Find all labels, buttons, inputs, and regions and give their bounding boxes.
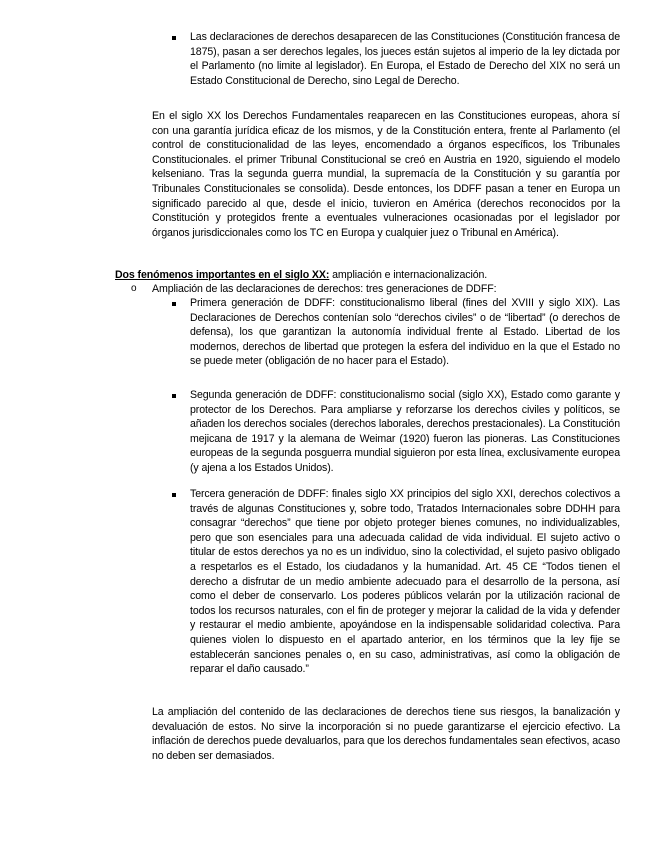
paragraph-final bbox=[152, 705, 620, 763]
square-bullet-icon bbox=[172, 394, 176, 398]
sub-item-text: Ampliación de las declaraciones de derechos: tres generaciones de DDFF: bbox=[152, 283, 497, 295]
section-heading-rest: ampliación e internacionalización. bbox=[329, 269, 488, 281]
paragraph-final-text: La ampliación del contenido de las declaraciones de derechos tiene sus riesgos, la banalización y devaluación de estos. No sirve la incorporación si no puede garantizarse el ejercicio efectivo. La inflación de derechos puede devaluarlos, para que los derechos fundamentales sean efectivos, acaso no deben ser demasiados. bbox=[152, 706, 620, 762]
generation-item-2 bbox=[190, 388, 620, 476]
square-bullet-icon bbox=[172, 36, 176, 40]
bullet-top-text: Las declaraciones de derechos desaparecen de las Constituciones (Constitución francesa de 1875), pasan a ser derechos legales, los jueces están sujetos al imperio de la ley dictada por el Parlamento (no limite al legislador). En Europa, el Estado de Derecho del XIX no será un Estado Constitucional de Derecho, sino Legal de Derecho. bbox=[190, 31, 620, 87]
generation-item-1 bbox=[190, 296, 620, 369]
section-heading bbox=[115, 268, 620, 283]
paragraph-siglo-xx bbox=[152, 109, 620, 240]
paragraph-siglo-xx-text: En el siglo XX los Derechos Fundamentales reaparecen en las Constituciones europeas, ahora sí con una garantía jurídica eficaz de los mismos, y de la Constitución entera, frente al Parlamento (el control de constitucionalidad de las leyes, encomendado a órganos específicos, los Tribunales Constitucionales. el primer Tribunal Constitucional se creó en Austria en 1920, siguiendo el modelo kelseniano. Tras la segunda guerra mundial, la supremacía de la Constitución y su garantía por Tribunales Constitucionales se consolida). Desde entonces, los DDFF pasan a tener en Europa un significado parecido al que, desde el inicio, tuvieron en América (derechos reconocidos por la Constitución y protegidos frente a eventuales vulneraciones ocasionadas por el legislador por órganos jurisdiccionales como los TC en Europa y cualquier juez o Tribunal en América). bbox=[152, 110, 620, 239]
generation-3-text: Tercera generación de DDFF: finales siglo XX principios del siglo XXI, derechos colectivos a través de algunas Constituciones y, sobre todo, Tratados Internacionales sobre DDHH para consagrar “derechos” que tiene por objeto proteger bienes comunes, no individualizables, pero que son esenciales para una adecuada calidad de vida individual. El sujeto activo o titular de estos derechos ya no es un individuo, sino la colectividad, el sujeto pasivo obligado a respetarlos es el Estado, los ciudadanos y la humanidad. Art. 45 CE “Todos tienen el derecho a disfrutar de un medio ambiente adecuado para el desarrollo de la persona, así como el deber de conservarlo. Los poderes públicos velarán por la utilización racional de todos los recursos naturales, con el fin de proteger y mejorar la calidad de la vida y defender y restaurar el medio ambiente, apoyándose en la indispensable solidaridad colectiva. Para quienes violen lo dispuesto en el apartado anterior, en los términos que la ley fije se establecerán sanciones penales o, en su caso, administrativas, así como la obligación de reparar el daño causado.” bbox=[190, 488, 620, 676]
circle-bullet-icon: o bbox=[131, 283, 137, 294]
section-heading-label: Dos fenómenos importantes en el siglo XX: bbox=[115, 269, 330, 281]
square-bullet-icon bbox=[172, 493, 176, 497]
bullet-paragraph-top bbox=[190, 30, 620, 88]
square-bullet-icon bbox=[172, 302, 176, 306]
generation-item-3 bbox=[190, 487, 620, 677]
generation-1-text: Primera generación de DDFF: constitucionalismo liberal (fines del XVIII y siglo XIX). Las Declaraciones de Derechos contenían solo “derechos civiles” o de “libertad” (o derechos de defensa), los que garantizan la autonomía individual frente al Estado. Libertad de los modernos, derechos de libertad que protegen la esfera del individuo en la que el Estado no se puede meter (obligación de no hacer para el Estado). bbox=[190, 297, 620, 368]
generation-2-text: Segunda generación de DDFF: constitucionalismo social (siglo XX), Estado como garante y protector de los Derechos. Para ampliarse y reforzarse los derechos civiles y políticos, se añaden los derechos sociales (derechos laborales, derechos prestacionales). La Constitución mejicana de 1917 y la alemana de Weimar (1920) fueron las pioneras. Las Constituciones europeas de la segunda posguerra mundial siguieron por esta línea, exclusivamente europea (y ajena a los Estados Unidos). bbox=[190, 389, 620, 474]
sub-item-ampliacion bbox=[152, 282, 620, 297]
